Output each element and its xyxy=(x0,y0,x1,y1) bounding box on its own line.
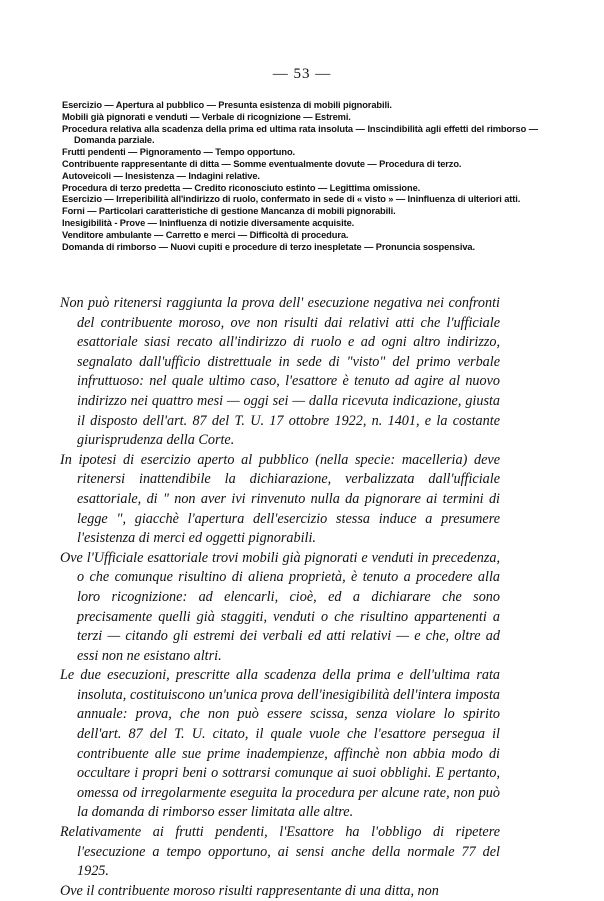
paragraph: Relativamente ai frutti pendenti, l'Esattore ha l'obbligo di ripetere l'esecuzione a tempo opportuno, ai sensi anche della normale 77 del 1925. xyxy=(60,824,500,880)
paragraph: Non può ritenersi raggiunta la prova dell' esecuzione negativa nei confronti del contribuente moroso, ove non risulti dai relativi atti che l'ufficiale esattoriale siasi recato all'indirizzo di ruolo e ad ogni altro indirizzo, segnalato dall'ufficio distrettuale in sede di "visto" del primo verbale infruttuoso: nel quale ultimo caso, l'esattore è tenuto ad agire al nuovo indirizzo nei quattro mesi — oggi sei — dalla ricevuta indicazione, giusta il disposto dell'art. 87 del T. U. 17 ottobre 1922, n. 1401, e la costante giurisprudenza della Corte. xyxy=(60,295,500,449)
index-entry: Venditore ambulante — Carretto e merci — Difficoltà di procedura. xyxy=(62,229,349,240)
index-entry: Esercizio — Apertura al pubblico — Presunta esistenza di mobili pignorabili. xyxy=(62,100,392,110)
index-entry: Domanda di rimborso — Nuovi cupiti e procedure di terzo inespletate — Pronuncia sospensiva. xyxy=(62,241,475,252)
index-entry: Mobili già pignorati e venduti — Verbale di ricognizione — Estremi. xyxy=(62,111,351,122)
index-entry: Procedura relativa alla scadenza della prima ed ultima rata insoluta — Inscindibilità agli effetti del rimborso — Domanda parziale. xyxy=(62,123,538,146)
index-entry: Esercizio — Irreperibilità all'indirizzo di ruolo, confermato in sede di « visto » — Ininfluenza di ulteriori atti. xyxy=(62,194,521,205)
index-entry: Forni — Particolari caratteristiche di gestione Mancanza di mobili pignorabili. xyxy=(62,206,396,217)
index-entry: Contribuente rappresentante di ditta — Somme eventualmente dovute — Procedura di terzo. xyxy=(62,158,462,169)
paragraph: Ove il contribuente moroso risulti rappresentante di una ditta, non xyxy=(60,882,439,899)
maxims-body xyxy=(60,294,500,901)
paragraph: Ove l'Ufficiale esattoriale trovi mobili già pignorati e venduti in precedenza, o che comunque risultino di aliena proprietà, è tenuto a procedere alla loro ricognizione: ad elencarli, cioè, ed a dichiarare che sono precisamente quelli già staggiti, venduti o che risultino appartenenti a terzi — citando gli estremi dei verbali ed atti relativi — e che, oltre ad essi non ne esistano altri. xyxy=(60,549,500,664)
page-number: — 53 — xyxy=(272,66,332,82)
index-entry: Autoveicoli — Inesistenza — Indagini relative. xyxy=(62,170,260,181)
index-entry: Inesigibilità - Prove — Ininfluenza di notizie diversamente acquisite. xyxy=(62,217,355,228)
index-entry: Procedura di terzo predetta — Credito riconosciuto estinto — Legittima omissione. xyxy=(62,182,421,193)
index-entry: Frutti pendenti — Pignoramento — Tempo opportuno. xyxy=(62,147,296,158)
subject-index xyxy=(62,100,538,253)
paragraph: In ipotesi di esercizio aperto al pubblico (nella specie: macelleria) deve ritenersi inattendibile la dichiarazione, verbalizzata dall'ufficiale esattoriale, di " non aver ivi rinvenuto nulla da pignorare ai termini di legge ", giacchè l'apertura dell'esercizio stessa induce a presumere l'esistenza di merci ed oggetti pignorabili. xyxy=(60,451,500,547)
paragraph: Le due esecuzioni, prescritte alla scadenza della prima e dell'ultima rata insoluta, costituiscono un'unica prova dell'inesigibilità dell'intera imposta annuale: prova, che non può essere scissa, senza violare lo spirito dell'art. 87 del T. U. citato, il quale vuole che l'esattore persegua il contribuente alle sue prime inadempienze, affinchè non abbia modo di occultare i propri beni o sottrarsi comunque ai suoi obblighi. E pertanto, omessa od irregolarmente eseguita la procedura per alcune rate, non può la domanda di rimborso esser limitata alle altre. xyxy=(60,667,500,821)
